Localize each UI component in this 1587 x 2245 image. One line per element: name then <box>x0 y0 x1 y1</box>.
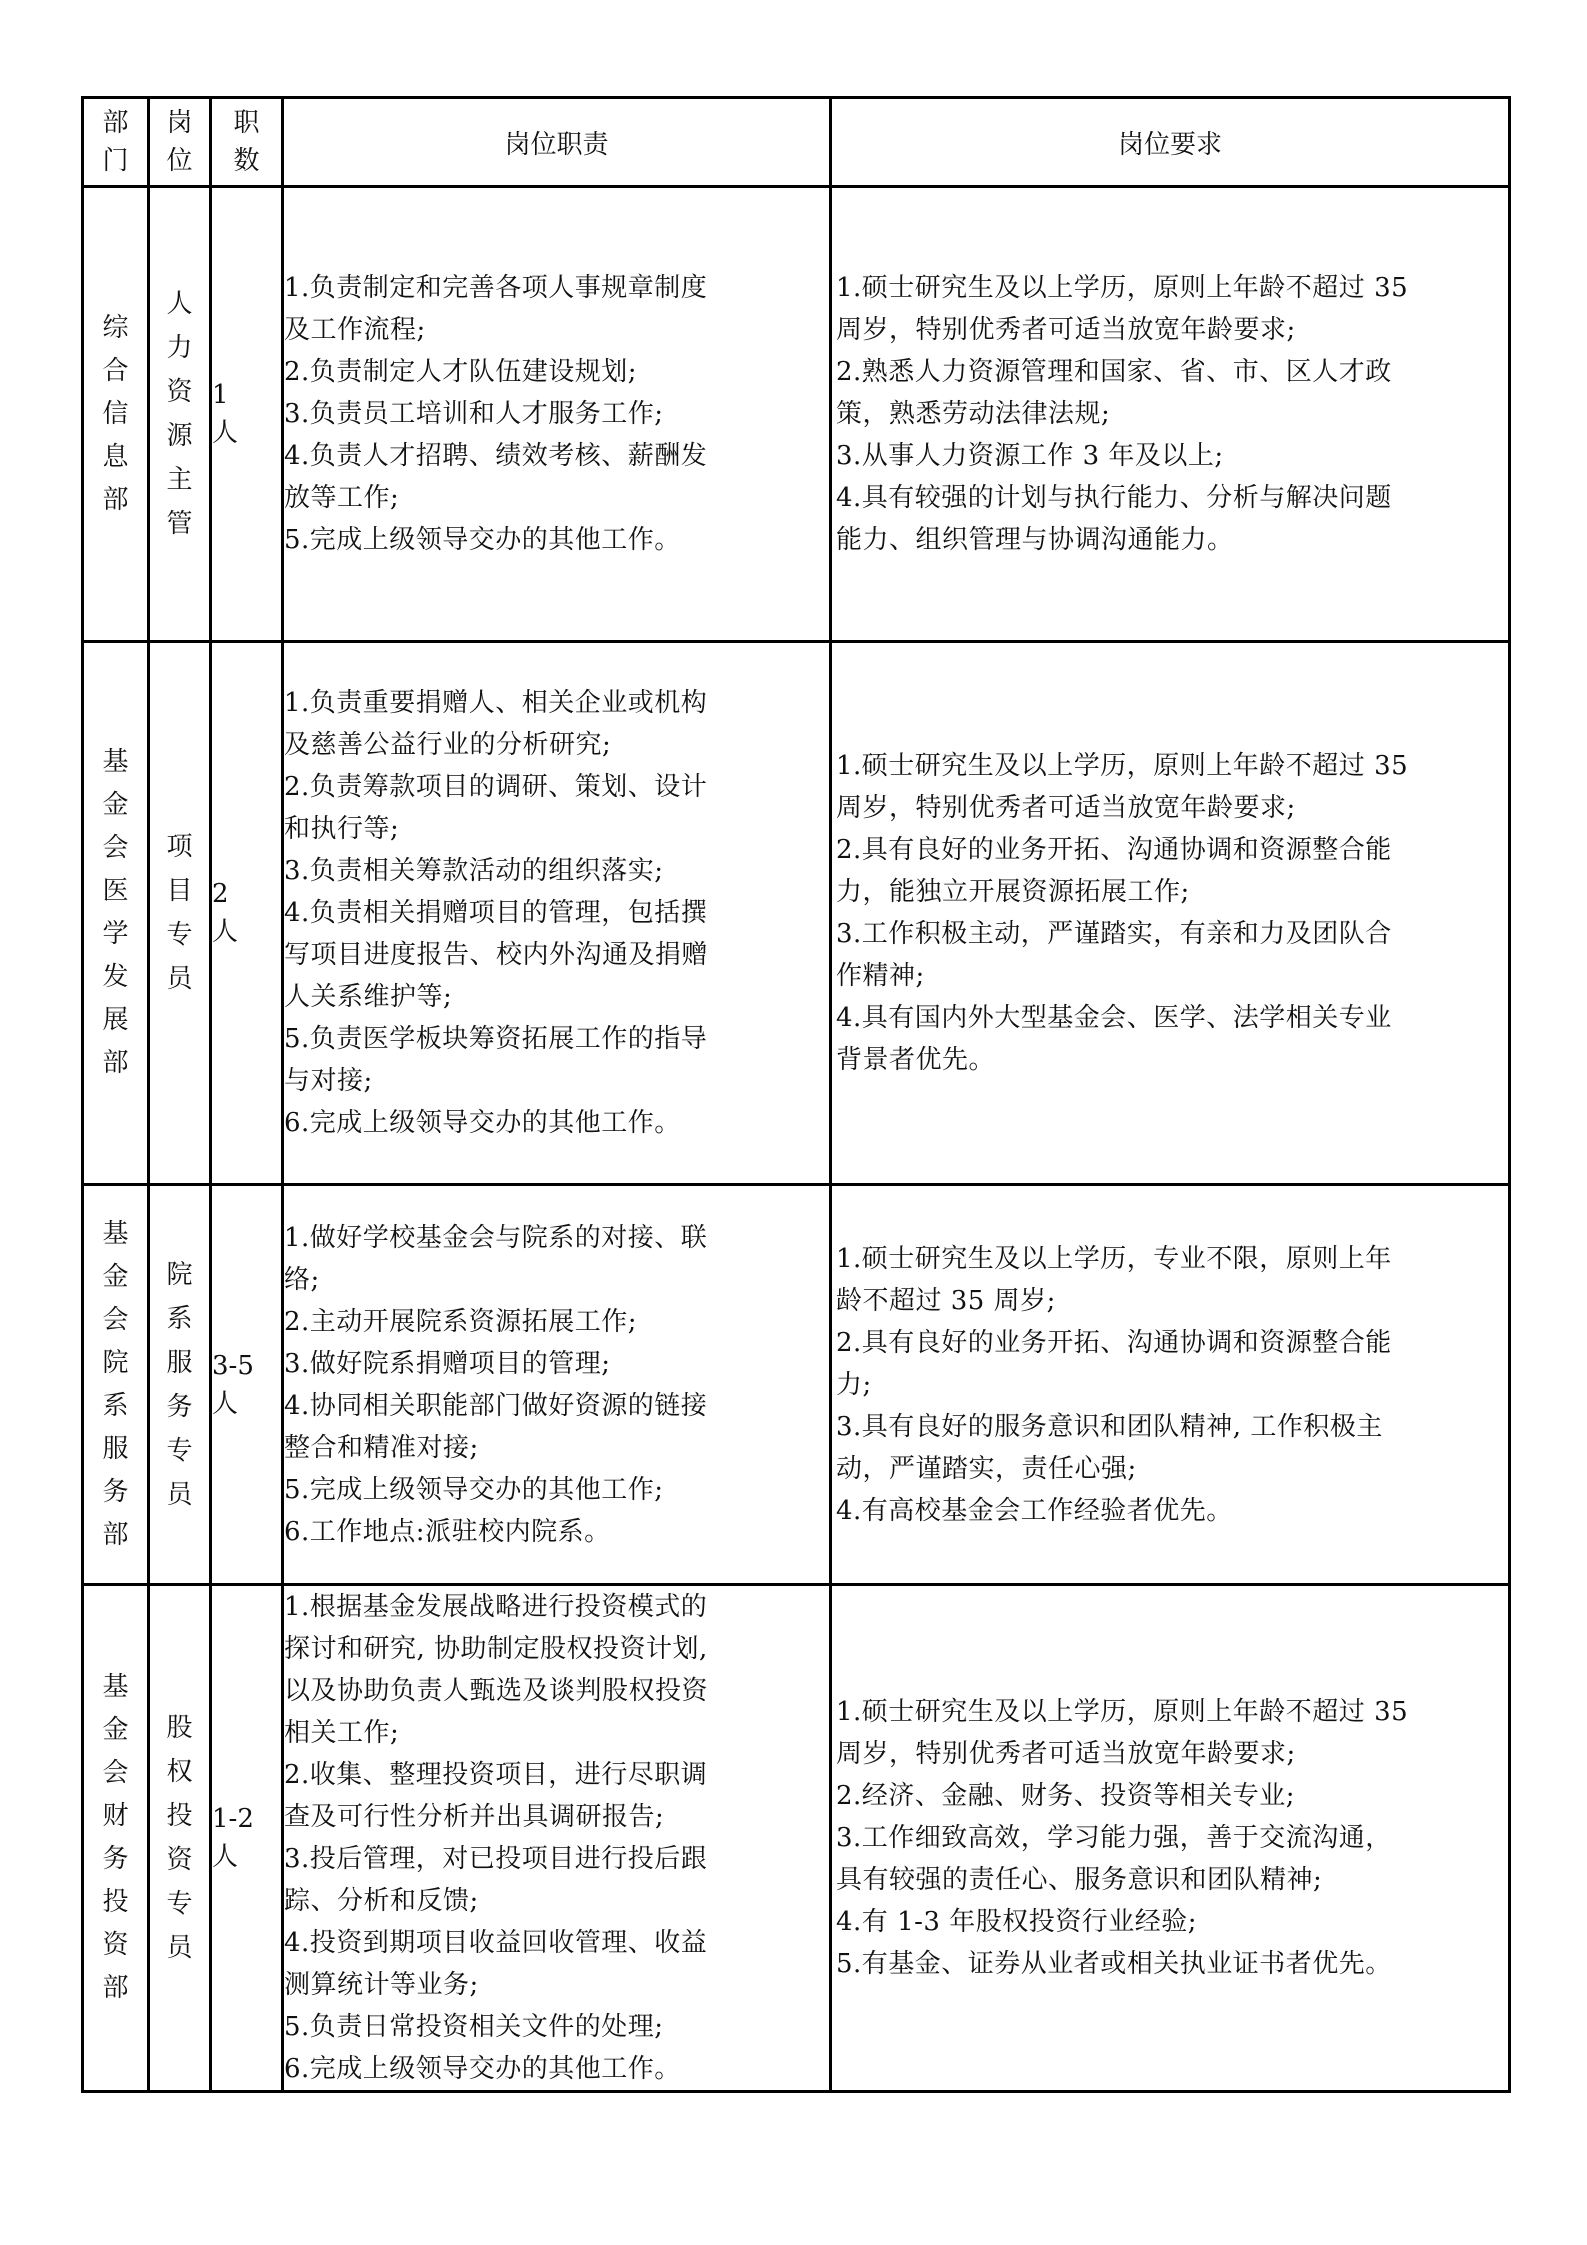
duty-cell-line: 放等工作; <box>284 483 400 513</box>
post-cell <box>149 1185 211 1585</box>
duty-cell-line: 5.完成上级领导交办的其他工作; <box>284 1474 664 1505</box>
dept-cell-char: 基 <box>102 1672 129 1702</box>
table-row <box>83 1585 1510 2092</box>
dept-cell <box>83 187 149 642</box>
dept-cell-char: 医 <box>102 876 129 906</box>
header-row <box>83 98 1510 187</box>
req-cell-line: 1.硕士研究生及以上学历，专业不限，原则上年 <box>836 1243 1392 1274</box>
table-row <box>83 187 1510 642</box>
req-cell-line: 1.硕士研究生及以上学历，原则上年龄不超过 35 <box>836 1697 1409 1727</box>
req-cell-line: 力，能独立开展资源拓展工作; <box>836 877 1190 907</box>
duty-cell-line: 1.负责制定和完善各项人事规章制度 <box>284 273 708 303</box>
post-cell <box>149 1585 211 2092</box>
header-count <box>211 98 283 187</box>
req-cell-line: 周岁，特别优秀者可适当放宽年龄要求; <box>836 793 1296 823</box>
duty-cell-line: 3.负责员工培训和人才服务工作; <box>284 399 664 429</box>
duty-cell-line: 3.负责相关筹款活动的组织落实; <box>284 856 664 886</box>
duty-cell-line: 写项目进度报告、校内外沟通及捐赠 <box>284 940 709 970</box>
duty-cell-line: 3.做好院系捐赠项目的管理; <box>284 1348 611 1379</box>
dept-cell-char: 金 <box>102 1715 129 1745</box>
req-cell-line: 2.经济、金融、财务、投资等相关专业; <box>836 1781 1296 1811</box>
req-cell-line: 1.硕士研究生及以上学历，原则上年龄不超过 35 <box>836 751 1409 781</box>
req-cell-line: 4.有高校基金会工作经验者优先。 <box>836 1495 1233 1526</box>
dept-cell-char: 系 <box>102 1390 129 1421</box>
req-cell-line: 3.从事人力资源工作 3 年及以上; <box>836 441 1224 471</box>
post-cell-char: 投 <box>166 1801 193 1831</box>
dept-cell-char: 务 <box>102 1476 129 1507</box>
post-cell-char: 权 <box>166 1757 193 1787</box>
req-cell-line: 4.有 1-3 年股权投资行业经验; <box>836 1907 1197 1937</box>
dept-cell-char: 会 <box>102 1758 129 1788</box>
post-cell-char: 主 <box>166 465 193 495</box>
duty-cell-line: 1.负责重要捐赠人、相关企业或机构 <box>284 688 708 718</box>
post-cell-char: 专 <box>166 920 193 950</box>
duty-cell-line: 和执行等; <box>284 814 400 844</box>
dept-cell-char: 部 <box>102 1973 129 2003</box>
req-cell-line: 4.具有较强的计划与执行能力、分析与解决问题 <box>836 483 1392 513</box>
duty-cell-line: 探讨和研究, 协助制定股权投资计划, <box>284 1634 708 1664</box>
header-post-char: 岗 <box>166 108 193 138</box>
dept-cell-char: 发 <box>102 962 129 992</box>
post-cell-char: 专 <box>166 1889 193 1919</box>
dept-cell-char: 服 <box>102 1433 129 1464</box>
duty-cell-line: 测算统计等业务; <box>284 1970 479 2000</box>
dept-cell-char: 会 <box>102 1304 129 1335</box>
count-cell <box>211 1185 283 1585</box>
duty-cell-line: 4.投资到期项目收益回收管理、收益 <box>284 1928 708 1958</box>
dept-cell-char: 部 <box>102 1048 129 1078</box>
count-text: 人 <box>212 1842 239 1872</box>
req-cell-line: 4.具有国内外大型基金会、医学、法学相关专业 <box>836 1003 1392 1033</box>
dept-cell-char: 资 <box>102 1930 129 1960</box>
req-cell-line: 2.熟悉人力资源管理和国家、省、市、区人才政 <box>836 357 1392 387</box>
recruitment-table <box>81 96 1511 2093</box>
duty-cell-line: 踪、分析和反馈; <box>284 1886 479 1916</box>
req-cell-line: 龄不超过 35 周岁; <box>836 1285 1056 1316</box>
dept-cell-char: 信 <box>102 398 129 429</box>
post-cell-char: 院 <box>166 1259 193 1290</box>
dept-cell <box>83 1585 149 2092</box>
req-cell-line: 3.具有良好的服务意识和团队精神, 工作积极主 <box>836 1411 1383 1442</box>
duty-cell-line: 5.负责日常投资相关文件的处理; <box>284 2012 664 2042</box>
dept-cell-char: 综 <box>102 312 129 343</box>
dept-cell-char: 学 <box>102 919 129 949</box>
duty-cell-line: 相关工作; <box>284 1718 400 1748</box>
duty-cell-line: 2.负责筹款项目的调研、策划、设计 <box>284 772 708 802</box>
count-text: 1 <box>212 380 229 410</box>
dept-cell-char: 部 <box>102 484 129 515</box>
duty-cell-line: 以及协助负责人甄选及谈判股权投资 <box>284 1676 709 1706</box>
count-cell <box>211 1585 283 2092</box>
req-cell <box>831 1185 1510 1585</box>
count-text: 3-5 <box>212 1350 254 1381</box>
table-body <box>83 187 1510 2092</box>
duty-cell-line: 整合和精准对接; <box>284 1432 479 1463</box>
duty-cell-line: 5.完成上级领导交办的其他工作。 <box>284 525 681 555</box>
post-cell-char: 专 <box>166 1435 193 1466</box>
post-cell-char: 目 <box>166 876 193 906</box>
duty-cell-line: 6.工作地点:派驻校内院系。 <box>284 1516 611 1547</box>
req-cell-line: 1.硕士研究生及以上学历，原则上年龄不超过 35 <box>836 273 1409 303</box>
req-cell-line: 作精神; <box>836 961 925 991</box>
duty-cell-line: 及工作流程; <box>284 315 426 345</box>
dept-cell-char: 息 <box>102 441 129 472</box>
post-cell-char: 力 <box>166 333 193 363</box>
duty-cell-line: 络; <box>284 1264 320 1295</box>
req-cell-line: 具有较强的责任心、服务意识和团队精神; <box>836 1865 1323 1895</box>
post-cell-char: 人 <box>166 289 193 319</box>
post-cell-char: 资 <box>166 1845 193 1875</box>
duty-cell-line: 1.做好学校基金会与院系的对接、联 <box>284 1222 708 1253</box>
dept-cell-char: 会 <box>102 833 129 863</box>
duty-cell-line: 5.负责医学板块筹资拓展工作的指导 <box>284 1024 708 1054</box>
duty-cell <box>283 187 831 642</box>
req-cell-line: 周岁，特别优秀者可适当放宽年龄要求; <box>836 315 1296 345</box>
count-text: 人 <box>212 418 239 448</box>
dept-cell-char: 金 <box>102 1261 129 1292</box>
dept-cell-char: 务 <box>102 1844 129 1874</box>
header-post-char: 位 <box>166 146 193 176</box>
count-text: 1-2 <box>212 1804 254 1834</box>
duty-cell <box>283 642 831 1185</box>
dept-cell-char: 财 <box>102 1801 129 1831</box>
header-dept <box>83 98 149 187</box>
req-cell <box>831 1585 1510 2092</box>
count-text: 人 <box>212 1388 239 1419</box>
req-cell-line: 背景者优先。 <box>836 1045 996 1075</box>
duty-cell-line: 2.负责制定人才队伍建设规划; <box>284 357 638 387</box>
dept-cell-char: 投 <box>102 1887 129 1917</box>
dept-cell <box>83 1185 149 1585</box>
req-cell-line: 策，熟悉劳动法律法规; <box>836 399 1111 429</box>
post-cell-char: 服 <box>166 1347 193 1378</box>
req-cell-line: 力; <box>836 1369 872 1400</box>
post-cell-char: 员 <box>166 1479 193 1510</box>
header-count-char: 数 <box>233 146 260 176</box>
table-row <box>83 1185 1510 1585</box>
header-dept-char: 门 <box>102 146 129 176</box>
req-cell-line: 动，严谨踏实，责任心强; <box>836 1453 1137 1484</box>
req-cell <box>831 187 1510 642</box>
duty-cell-line: 3.投后管理，对已投项目进行投后跟 <box>284 1844 708 1874</box>
req-cell-line: 3.工作积极主动，严谨踏实，有亲和力及团队合 <box>836 919 1392 949</box>
req-cell <box>831 642 1510 1185</box>
duty-cell-line: 人关系维护等; <box>284 982 453 1012</box>
req-cell-line: 能力、组织管理与协调沟通能力。 <box>836 525 1234 555</box>
post-cell <box>149 642 211 1185</box>
dept-cell-char: 部 <box>102 1519 129 1550</box>
req-cell-line: 2.具有良好的业务开拓、沟通协调和资源整合能 <box>836 835 1392 865</box>
table-row <box>83 642 1510 1185</box>
post-cell-char: 项 <box>166 832 193 862</box>
dept-cell-char: 基 <box>102 747 129 777</box>
post-cell <box>149 187 211 642</box>
dept-cell-char: 展 <box>102 1005 129 1035</box>
post-cell-char: 资 <box>166 377 193 407</box>
dept-cell-char: 院 <box>102 1347 129 1378</box>
req-cell-line: 2.具有良好的业务开拓、沟通协调和资源整合能 <box>836 1327 1392 1358</box>
count-cell <box>211 642 283 1185</box>
duty-cell-line: 1.根据基金发展战略进行投资模式的 <box>284 1592 708 1622</box>
dept-cell <box>83 642 149 1185</box>
post-cell-char: 员 <box>166 964 193 994</box>
duty-cell-line: 6.完成上级领导交办的其他工作。 <box>284 1108 681 1138</box>
duty-cell-line: 4.负责人才招聘、绩效考核、薪酬发 <box>284 441 708 471</box>
duty-cell-line: 及慈善公益行业的分析研究; <box>284 730 612 760</box>
req-cell-line: 周岁，特别优秀者可适当放宽年龄要求; <box>836 1739 1296 1769</box>
duty-cell-line: 4.协同相关职能部门做好资源的链接 <box>284 1390 708 1421</box>
post-cell-char: 源 <box>166 421 193 451</box>
duty-cell-line: 2.主动开展院系资源拓展工作; <box>284 1306 638 1337</box>
req-cell-line: 3.工作细致高效，学习能力强，善于交流沟通， <box>836 1823 1392 1853</box>
post-cell-char: 务 <box>166 1391 193 1422</box>
post-cell-char: 员 <box>166 1933 193 1963</box>
header-post <box>149 98 211 187</box>
duty-cell-line: 2.收集、整理投资项目，进行尽职调 <box>284 1760 708 1790</box>
req-cell-line: 5.有基金、证券从业者或相关执业证书者优先。 <box>836 1949 1392 1979</box>
header-count-char: 职 <box>233 108 260 138</box>
header-dept-char: 部 <box>102 108 129 138</box>
post-cell-char: 管 <box>166 509 193 539</box>
count-cell <box>211 187 283 642</box>
duty-cell <box>283 1585 831 2092</box>
header-duty: 岗位职责 <box>283 98 831 187</box>
duty-cell <box>283 1185 831 1585</box>
duty-cell-line: 6.完成上级领导交办的其他工作。 <box>284 2054 681 2084</box>
post-cell-char: 股 <box>166 1713 193 1743</box>
dept-cell-char: 基 <box>102 1218 129 1249</box>
dept-cell-char: 金 <box>102 790 129 820</box>
duty-cell-line: 查及可行性分析并出具调研报告; <box>284 1802 665 1832</box>
post-cell-char: 系 <box>166 1303 193 1334</box>
count-text: 人 <box>212 917 239 947</box>
header-req: 岗位要求 <box>831 98 1510 187</box>
duty-cell-line: 4.负责相关捐赠项目的管理，包括撰 <box>284 898 708 928</box>
count-text: 2 <box>212 879 229 909</box>
dept-cell-char: 合 <box>102 355 129 386</box>
duty-cell-line: 与对接; <box>284 1066 373 1096</box>
